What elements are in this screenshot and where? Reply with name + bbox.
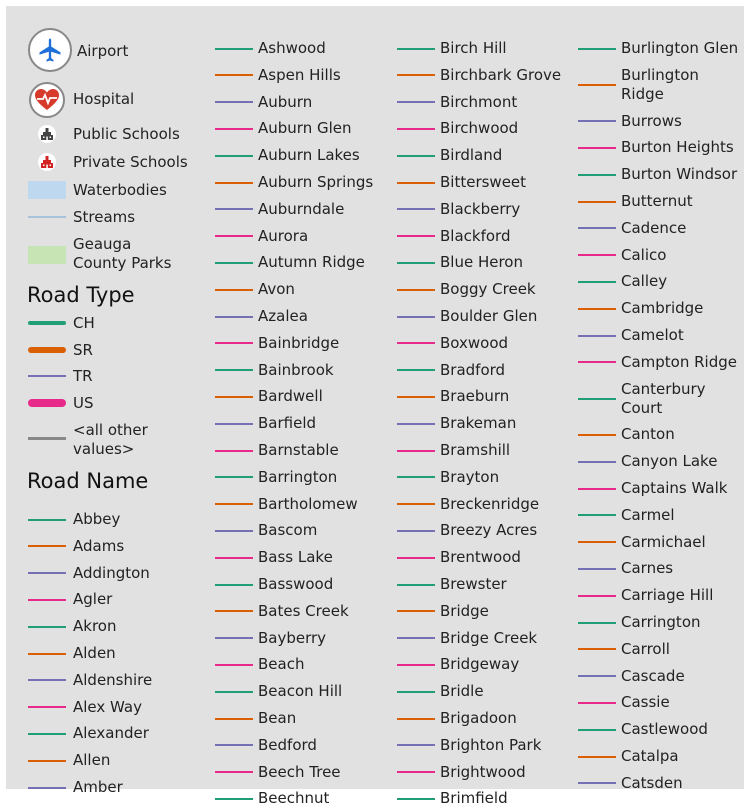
road-name-line [215, 155, 253, 157]
road-name-line [397, 584, 435, 586]
road-name-label: Catalpa [621, 747, 679, 765]
road-name-line [215, 664, 253, 666]
road-name-label: Basswood [258, 575, 334, 593]
road-name-line [578, 147, 616, 149]
road-name-label: Brightwood [440, 762, 526, 781]
hospital-label: Hospital [73, 90, 135, 108]
road-name-line [215, 128, 253, 130]
road-name-label: Campton Ridge [621, 352, 737, 371]
school-icon [40, 155, 54, 169]
road-name-label: Auburn Glen [258, 119, 352, 138]
road-name-label: Adams [73, 536, 125, 555]
road-name-label: Canton [621, 425, 675, 444]
road-name-label: Alden [73, 644, 116, 662]
road-name-label: Birchwood [440, 119, 519, 138]
road-name-label: Braeburn [440, 387, 510, 406]
road-name-line [215, 771, 253, 773]
road-type-tr-line [28, 375, 66, 377]
road-name-line [28, 572, 66, 574]
road-name-line [28, 679, 66, 681]
road-name-line [215, 584, 253, 586]
road-name-label: Canyon Lake [621, 452, 718, 471]
road-name-line [215, 691, 253, 693]
road-name-line [578, 648, 616, 650]
road-name-line [397, 182, 435, 184]
road-name-label: Burlington Ridge [621, 65, 699, 103]
road-name-line [215, 342, 253, 344]
road-name-line [215, 208, 253, 210]
road-name-line [28, 599, 66, 601]
road-name-line [28, 787, 66, 789]
road-name-label: Aldenshire [73, 670, 153, 689]
road-name-label: Brighton Park [440, 735, 542, 754]
road-name-line [215, 476, 253, 478]
road-name-label: Barnstable [258, 441, 339, 459]
road-name-label: Boxwood [440, 333, 509, 352]
road-type-us-label: US [73, 394, 94, 412]
road-name-label: Birdland [440, 146, 503, 165]
road-name-label: Bardwell [258, 387, 323, 406]
road-name-label: Brentwood [440, 548, 521, 567]
private-schools-label: Private Schools [73, 153, 188, 171]
road-name-line [397, 101, 435, 103]
road-name-line [397, 476, 435, 478]
road-name-line [578, 782, 616, 784]
road-name-label: Captains Walk [621, 479, 728, 497]
road-name-label: Breckenridge [440, 494, 540, 513]
road-name-label: Brigadoon [440, 709, 517, 727]
road-name-label: Bass Lake [258, 548, 333, 567]
road-name-line [578, 398, 616, 400]
road-name-label: Cascade [621, 666, 685, 685]
road-name-label: Beech Tree [258, 762, 341, 781]
road-name-label: Carrington [621, 613, 701, 631]
road-name-label: Cambridge [621, 299, 704, 318]
road-name-label: Bates Creek [258, 601, 349, 620]
road-name-line [397, 74, 435, 76]
road-name-label: Brewster [440, 575, 507, 593]
road-name-label: Butternut [621, 192, 693, 210]
road-name-line [397, 557, 435, 559]
road-name-label: Camelot [621, 326, 684, 344]
road-name-line [215, 798, 253, 800]
road-name-label: Blackford [440, 226, 511, 245]
road-type-us-line [28, 399, 66, 407]
road-name-line [397, 610, 435, 612]
road-name-label: Boulder Glen [440, 307, 538, 325]
road-name-line [397, 235, 435, 237]
road-name-label: Cassie [621, 693, 670, 712]
road-name-label: Bainbrook [258, 360, 334, 379]
map-legend [6, 6, 744, 808]
road-type-other-line [28, 437, 66, 440]
road-name-label: Beechnut [258, 789, 330, 808]
road-name-label: Blue Heron [440, 253, 523, 272]
road-name-line [215, 289, 253, 291]
road-name-label: Burrows [621, 111, 682, 130]
road-name-label: Aspen Hills [258, 65, 341, 84]
road-type-ch-label: CH [73, 314, 95, 332]
public-school-symbol [38, 125, 56, 143]
road-name-line [28, 706, 66, 708]
road-name-label: Burton Heights [621, 138, 734, 157]
road-name-line [397, 798, 435, 800]
road-name-line [578, 84, 616, 86]
road-name-line [397, 450, 435, 452]
parks-swatch [28, 246, 66, 264]
road-name-line [397, 530, 435, 532]
road-name-line [578, 281, 616, 283]
road-name-line [578, 201, 616, 203]
road-name-line [215, 610, 253, 612]
road-name-line [578, 568, 616, 570]
road-name-line [578, 48, 616, 50]
road-name-label: Cadence [621, 218, 687, 237]
road-name-line [397, 718, 435, 720]
road-name-label: Addington [73, 563, 150, 582]
airplane-icon [36, 36, 64, 64]
road-name-line [578, 488, 616, 490]
road-name-line [578, 729, 616, 731]
road-name-line [397, 503, 435, 505]
road-name-line [578, 595, 616, 597]
road-name-line [578, 227, 616, 229]
road-name-label: Auburn [258, 92, 313, 111]
legend-column-3 [391, 6, 569, 808]
road-name-line [578, 514, 616, 516]
road-name-line [215, 744, 253, 746]
school-icon [40, 127, 54, 141]
road-name-label: Calico [621, 245, 667, 264]
road-name-line [215, 503, 253, 505]
road-name-label: Bean [258, 709, 297, 727]
road-name-label: Blackberry [440, 199, 521, 218]
road-name-line [28, 626, 66, 628]
road-name-label: Azalea [258, 307, 308, 325]
road-name-label: Birchmont [440, 92, 518, 111]
road-name-label: Breezy Acres [440, 521, 538, 540]
road-name-label: Bainbridge [258, 333, 340, 352]
road-name-label: Calley [621, 272, 668, 291]
road-name-label: Castlewood [621, 720, 708, 739]
road-name-label: Carriage Hill [621, 586, 714, 605]
road-name-line [215, 530, 253, 532]
road-type-sr-label: SR [73, 341, 93, 359]
road-name-line [397, 771, 435, 773]
road-name-label: Carroll [621, 639, 670, 658]
road-name-line [397, 155, 435, 157]
road-name-heading: Road Name [27, 469, 149, 493]
road-name-line [215, 450, 253, 452]
private-school-symbol [38, 153, 56, 171]
waterbodies-label: Waterbodies [73, 181, 167, 199]
road-name-label: Auburn Springs [258, 173, 374, 191]
public-schools-label: Public Schools [73, 125, 180, 143]
road-name-label: Burlington Glen [621, 39, 739, 57]
road-name-label: Auburndale [258, 199, 345, 218]
road-name-line [397, 396, 435, 398]
road-name-line [578, 254, 616, 256]
road-name-line [215, 101, 253, 103]
road-name-label: Boggy Creek [440, 280, 536, 299]
road-name-line [578, 702, 616, 704]
road-name-line [578, 361, 616, 363]
road-name-line [397, 342, 435, 344]
road-name-line [215, 235, 253, 237]
road-name-line [397, 48, 435, 50]
road-name-line [215, 557, 253, 559]
road-name-line [578, 675, 616, 677]
road-name-label: Bayberry [258, 628, 327, 647]
waterbodies-swatch [28, 181, 66, 199]
road-name-line [215, 262, 253, 264]
road-name-label: Brakeman [440, 414, 517, 433]
road-name-label: Canterbury Court [621, 379, 706, 417]
road-name-label: Carnes [621, 559, 674, 578]
road-name-label: Birch Hill [440, 39, 507, 57]
road-name-line [578, 461, 616, 463]
road-name-label: Akron [73, 617, 117, 636]
road-name-line [28, 733, 66, 735]
road-name-label: Abbey [73, 510, 121, 528]
road-type-ch-line [28, 321, 66, 325]
road-name-label: Bridge Creek [440, 628, 538, 647]
road-name-label: Bradford [440, 360, 506, 379]
road-name-label: Bittersweet [440, 173, 527, 191]
road-name-line [578, 622, 616, 624]
road-name-label: Birchbark Grove [440, 65, 562, 84]
streams-swatch [28, 216, 66, 218]
road-name-label: Auburn Lakes [258, 146, 360, 165]
road-name-label: Brimfield [440, 789, 508, 808]
road-name-line [397, 664, 435, 666]
road-type-heading: Road Type [27, 283, 135, 307]
road-name-line [215, 316, 253, 318]
road-name-label: Agler [73, 590, 113, 609]
road-type-sr-line [28, 347, 66, 353]
road-name-line [28, 760, 66, 762]
road-name-line [397, 316, 435, 318]
road-name-label: Bridle [440, 682, 484, 701]
road-name-label: Ashwood [258, 39, 326, 57]
road-name-label: Alexander [73, 724, 149, 743]
road-name-label: Bartholomew [258, 494, 358, 513]
road-name-line [28, 519, 66, 521]
road-type-other-label: <all other values> [73, 421, 148, 458]
road-name-line [215, 48, 253, 50]
legend-column-4 [572, 6, 744, 792]
road-name-line [578, 120, 616, 122]
streams-label: Streams [73, 208, 136, 226]
road-name-label: Beacon Hill [258, 682, 343, 701]
road-name-line [397, 128, 435, 130]
road-name-label: Barrington [258, 467, 338, 486]
road-name-line [215, 369, 253, 371]
road-name-label: Barfield [258, 414, 317, 433]
road-name-label: Autumn Ridge [258, 253, 365, 272]
road-name-label: Bascom [258, 521, 318, 540]
road-name-label: Brayton [440, 467, 500, 486]
road-name-line [397, 208, 435, 210]
road-name-label: Avon [258, 280, 295, 299]
road-name-label: Carmel [621, 505, 675, 524]
road-name-line [397, 369, 435, 371]
road-name-line [215, 182, 253, 184]
road-name-line [397, 744, 435, 746]
road-name-line [397, 637, 435, 639]
road-name-line [578, 434, 616, 436]
road-name-line [215, 718, 253, 720]
road-name-line [397, 262, 435, 264]
parks-label: Geauga County Parks [73, 235, 172, 272]
road-name-label: Bridge [440, 601, 489, 620]
heartbeat-icon [34, 88, 60, 112]
road-name-line [215, 423, 253, 425]
road-name-line [215, 637, 253, 639]
road-name-line [215, 74, 253, 76]
road-name-line [28, 653, 66, 655]
road-name-label: Allen [73, 751, 111, 770]
road-name-line [397, 423, 435, 425]
road-name-label: Bramshill [440, 441, 511, 459]
airport-label: Airport [77, 42, 129, 60]
road-name-line [578, 541, 616, 543]
road-name-label: Carmichael [621, 532, 706, 551]
road-type-tr-label: TR [73, 367, 93, 385]
road-name-line [397, 691, 435, 693]
road-name-line [578, 335, 616, 337]
road-name-label: Alex Way [73, 697, 142, 716]
road-name-label: Bridgeway [440, 655, 520, 674]
legend-column-1 [6, 6, 196, 796]
legend-column-2 [209, 6, 387, 808]
airport-symbol [28, 28, 72, 72]
road-name-line [578, 308, 616, 310]
road-name-label: Bedford [258, 735, 317, 754]
road-name-label: Aurora [258, 226, 309, 245]
road-name-label: Catsden [621, 773, 683, 792]
hospital-symbol [29, 82, 65, 118]
road-name-label: Amber [73, 778, 123, 796]
road-name-line [397, 289, 435, 291]
road-name-line [578, 756, 616, 758]
road-name-label: Burton Windsor [621, 165, 738, 184]
road-name-label: Beach [258, 655, 305, 674]
road-name-line [578, 174, 616, 176]
road-name-line [215, 396, 253, 398]
road-name-line [28, 545, 66, 547]
